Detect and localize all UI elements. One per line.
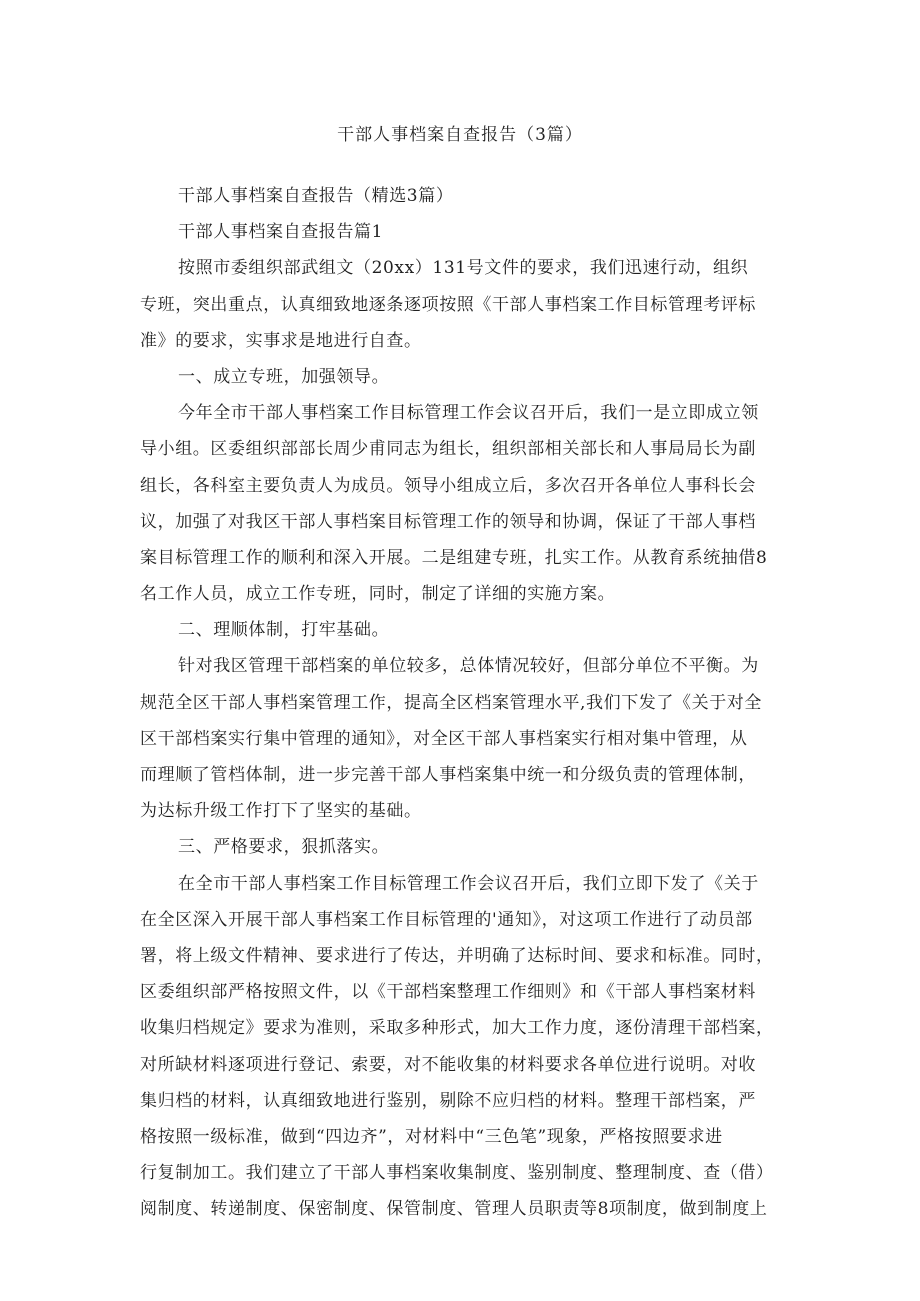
- paragraph-line: 而理顺了管档体制，进一步完善干部人事档案集中统一和分级负责的管理体制，: [140, 765, 756, 785]
- paragraph-line: 在全区深入开展干部人事档案工作目标管理的'通知》，对这项工作进行了动员部: [140, 909, 753, 930]
- paragraph-line: 署，将上级文件精神、要求进行了传达，并明确了达标时间、要求和标准。同时，: [140, 945, 774, 966]
- paragraph-line: 导小组。区委组织部部长周少甫同志为组长，组织部相关部长和人事局局长为副: [140, 439, 756, 460]
- paragraph-line: 集归档的材料，认真细致地进行鉴别，剔除不应归档的材料。整理干部档案，严: [140, 1090, 756, 1111]
- paragraph-line: 名工作人员，成立工作专班，同时，制定了详细的实施方案。: [140, 584, 616, 605]
- paragraph-line: 阅制度、转递制度、保密制度、保管制度、管理人员职责等8项制度，做到制度上: [140, 1199, 768, 1220]
- paragraph-line: 二、理顺体制，打牢基础。: [178, 620, 390, 641]
- paragraph-line: 格按照一级标准，做到“四边齐”，对材料中“三色笔”现象，严格按照要求进: [140, 1126, 723, 1147]
- document-title: 干部人事档案自查报告（3篇）: [337, 125, 583, 145]
- paragraph-line: 为达标升级工作打下了坚实的基础。: [140, 801, 422, 822]
- paragraph-line: 收集归档规定》要求为准则，采取多种形式，加大工作力度，逐份清理干部档案，: [140, 1018, 774, 1039]
- paragraph-line: 今年全市干部人事档案工作目标管理工作会议召开后，我们一是立即成立领: [178, 403, 759, 424]
- paragraph-line: 干部人事档案自查报告篇1: [178, 222, 384, 243]
- paragraph-line: 对所缺材料逐项进行登记、索要，对不能收集的材料要求各单位进行说明。对收: [140, 1054, 756, 1075]
- paragraph-line: 区委组织部严格按照文件，以《干部档案整理工作细则》和《干部人事档案材料: [140, 982, 756, 1003]
- paragraph-line: 行复制加工。我们建立了干部人事档案收集制度、鉴别制度、整理制度、查（借）: [140, 1163, 774, 1184]
- paragraph-line: 三、严格要求，狠抓落实。: [178, 837, 390, 858]
- paragraph-line: 议，加强了对我区干部人事档案目标管理工作的领导和协调，保证了干部人事档: [140, 511, 756, 532]
- paragraph-line: 区干部档案实行集中管理的通知》，对全区干部人事档案实行相对集中管理，从: [140, 728, 748, 749]
- paragraph-line: 一、成立专班，加强领导。: [178, 366, 390, 387]
- paragraph-line: 案目标管理工作的顺利和深入开展。二是组建专班，扎实工作。从教育系统抽借8: [140, 547, 768, 568]
- paragraph-line: 组长，各科室主要负责人为成员。领导小组成立后，多次召开各单位人事科长会: [140, 475, 756, 496]
- paragraph-line: 规范全区干部人事档案管理工作，提高全区档案管理水平,我们下发了《关于对全: [140, 692, 763, 713]
- paragraph-line: 专班，突出重点，认真细致地逐条逐项按照《干部人事档案工作目标管理考评标: [140, 294, 756, 315]
- paragraph-line: 针对我区管理干部档案的单位较多，总体情况较好，但部分单位不平衡。为: [178, 656, 759, 677]
- paragraph-line: 在全市干部人事档案工作目标管理工作会议召开后，我们立即下发了《关于: [178, 873, 759, 894]
- paragraph-line: 准》的要求，实事求是地进行自查。: [140, 330, 422, 351]
- document-body: [140, 178, 800, 1227]
- paragraph-line: 按照市委组织部武组文（20xx）131号文件的要求，我们迅速行动，组织: [178, 258, 749, 279]
- paragraph-line: 干部人事档案自查报告（精选3篇）: [178, 186, 454, 206]
